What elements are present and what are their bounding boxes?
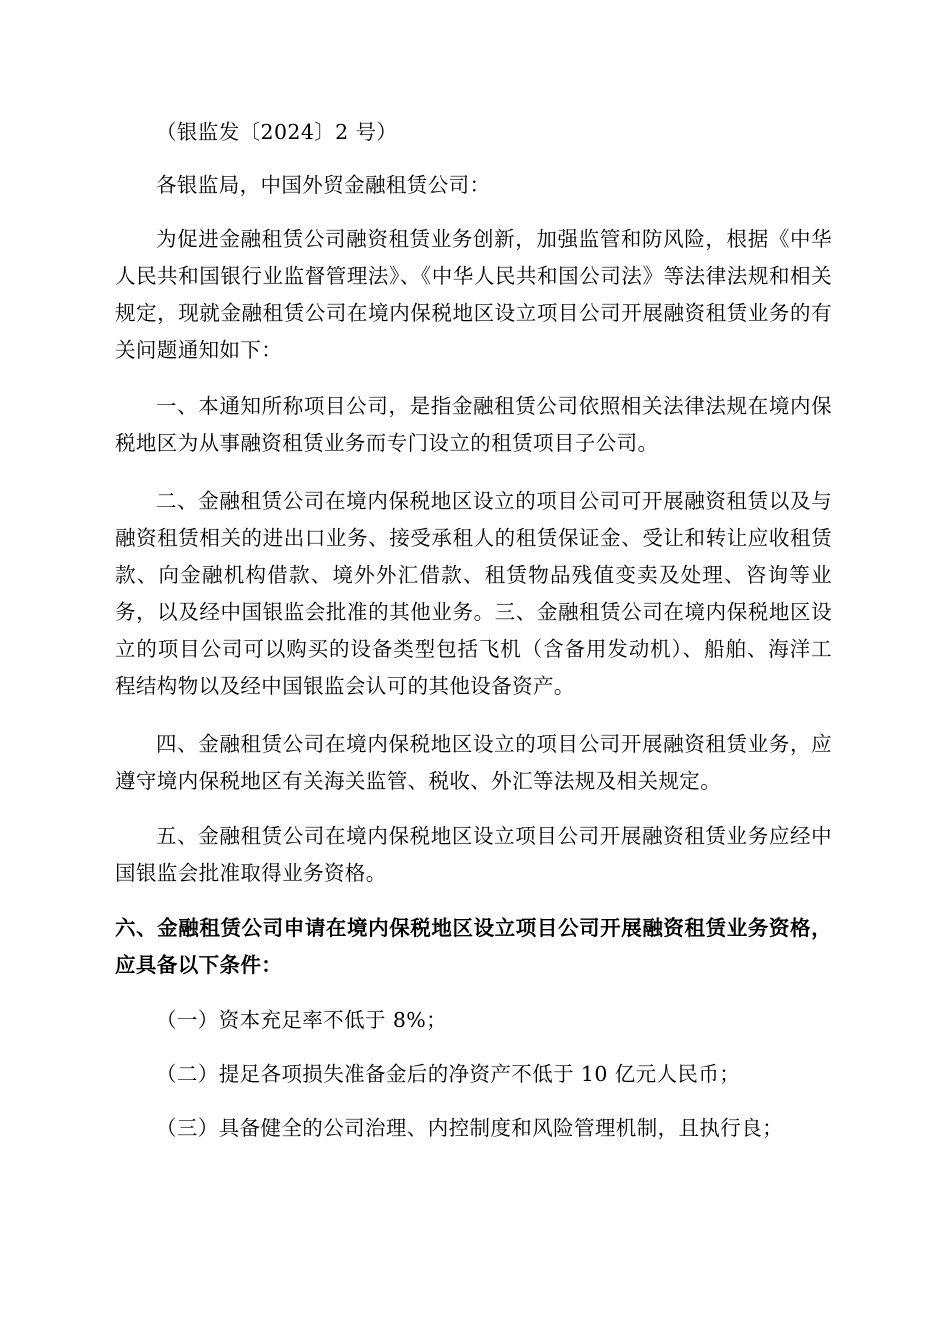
item-2-3-paragraph: 二、金融租赁公司在境内保税地区设立的项目公司可开展融资租赁以及与融资租赁相关的进出口业务、接受承租人的租赁保证金、受让和转让应收租赁款、向金融机构借款、境外外汇借款、租赁物品残值变卖及处理、咨询等业务，以及经中国银监会批准的其他业务。三、金融租赁公司在境内保税地区设立的项目公司可以购买的设备类型包括飞机（含备用发动机）、船舶、海洋工程结构物以及经中国银监会认可的其他设备资产。: [115, 489, 832, 698]
item-6-heading: 六、金融租赁公司申请在境内保税地区设立项目公司开展融资租赁业务资格，应具备以下条件：: [115, 916, 832, 977]
condition-3: （三）具备健全的公司治理、内控制度和风险管理机制，且执行良；: [156, 1116, 783, 1140]
item-1-paragraph: 一、本通知所称项目公司，是指金融租赁公司依照相关法律法规在境内保税地区为从事融资租赁业务而专门设立的租赁项目子公司。: [115, 394, 832, 455]
intro-paragraph: 为促进金融租赁公司融资租赁业务创新，加强监管和防风险，根据《中华人民共和国银行业监督管理法》、《中华人民共和国公司法》等法律法规和相关规定，现就金融租赁公司在境内保税地区设立项目公司开展融资租赁业务的有关问题通知如下：: [115, 227, 832, 362]
condition-1: （一）资本充足率不低于 8%；: [156, 1008, 448, 1032]
item-4-paragraph: 四、金融租赁公司在境内保税地区设立的项目公司开展融资租赁业务，应遵守境内保税地区有关海关监管、税收、外汇等法规及相关规定。: [115, 732, 832, 793]
document-number: （银监发〔2024〕2 号）: [156, 120, 398, 144]
item-5-paragraph: 五、金融租赁公司在境内保税地区设立项目公司开展融资租赁业务应经中国银监会批准取得业务资格。: [115, 824, 832, 885]
addressee: 各银监局，中国外贸金融租赁公司：: [156, 173, 491, 197]
condition-2: （二）提足各项损失准备金后的净资产不低于 10 亿元人民币；: [156, 1062, 741, 1086]
